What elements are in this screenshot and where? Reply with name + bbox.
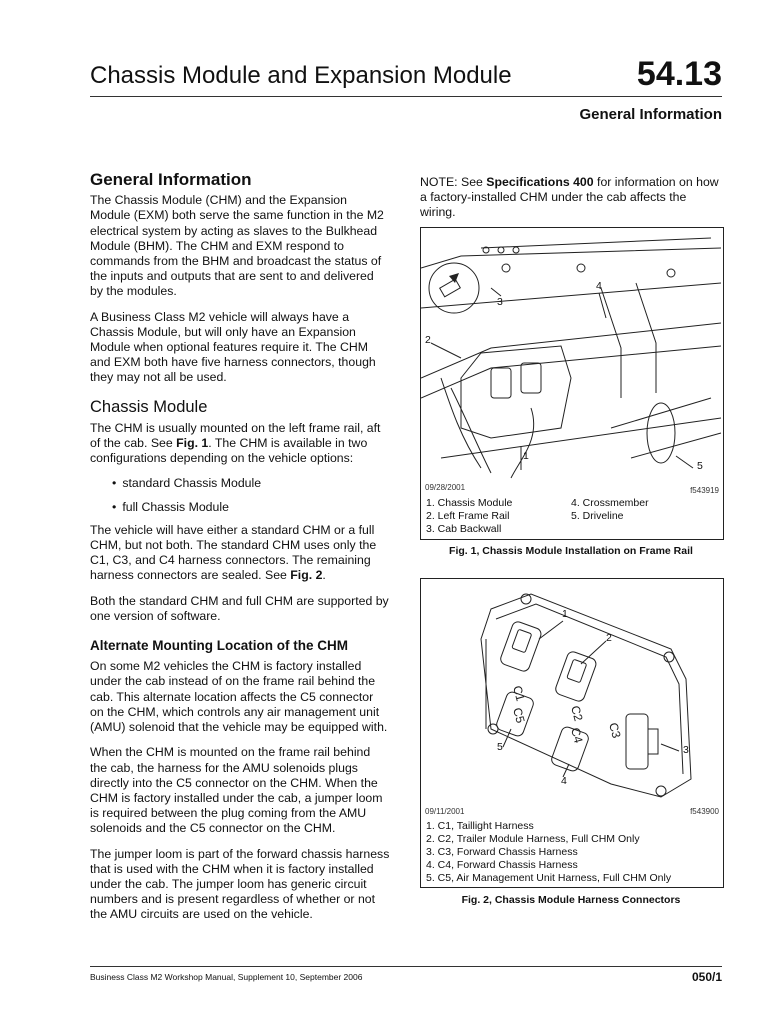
left-column <box>90 172 390 933</box>
callout-4: 4 <box>596 280 602 292</box>
callout-5: 5 <box>697 460 703 472</box>
legend-item: 5. Driveline <box>571 510 624 522</box>
paragraph-chm-mounting <box>90 421 390 467</box>
figure-1 <box>420 227 724 540</box>
note-paragraph <box>420 175 722 221</box>
harness-connectors-illustration <box>421 579 723 804</box>
figure-1-legend-left <box>426 497 576 536</box>
footer-publication: Business Class M2 Workshop Manual, Supplement 10, September 2006 <box>90 972 363 982</box>
figure-reference: Fig. 1 <box>176 436 209 451</box>
callout-5: 5 <box>497 741 503 753</box>
figure-1-caption: Fig. 1, Chassis Module Installation on Frame Rail <box>449 545 693 557</box>
paragraph-amu-harness: When the CHM is mounted on the frame rail behind the cab, the harness for the AMU solenoids plugs directly into the C5 connector on the CHM. When the CHM is factory installed under the cab, a jumper loom is required between the plug coming from the AMU solenoids and the C5 connector on the CHM. <box>90 745 383 836</box>
text-segment: The vehicle will have either a standard CHM or a full CHM, but not both. The standard CHM uses only the C1, C3, and C4 harness connectors. The remaining harness connectors are sealed. See <box>90 522 377 583</box>
text-segment: NOTE: See <box>420 175 487 189</box>
legend-item: 2. Left Frame Rail <box>426 510 510 522</box>
legend-item: 1. Chassis Module <box>426 497 513 509</box>
figure-1-legend-right <box>571 497 721 523</box>
legend-item: 4. C4, Forward Chassis Harness <box>426 859 578 871</box>
text-segment: for information on how a factory-installed CHM under the cab affects the wiring. <box>420 175 719 220</box>
heading-alternate-mounting: Alternate Mounting Location of the CHM <box>90 638 348 654</box>
connector-label-c1: C1 <box>510 684 528 703</box>
right-column-note <box>420 175 722 231</box>
legend-item: 3. Cab Backwall <box>426 523 502 535</box>
section-number: 54.13 <box>636 55 722 93</box>
paragraph-intro: The Chassis Module (CHM) and the Expansion Module (EXM) both serve the same function in the M2 electrical system by acting as slaves to the Bulkhead Module (BHM). The CHM and EXM respond to commands from the BHM and broadcast the status of the inputs and outputs that are sent to and delivered by the modules. <box>90 193 384 299</box>
footer-divider <box>90 966 722 967</box>
configuration-list <box>90 476 390 514</box>
figure-2 <box>420 578 724 888</box>
text-segment: . The CHM is available in two configurations depending on the vehicle options: <box>90 436 368 466</box>
paragraph-vehicle-modules: A Business Class M2 vehicle will always have a Chassis Module, but will only have an Expansion Module when optional features require it. The CHM and EXM both have five harness connectors, though they may not all be used. <box>90 309 376 385</box>
figure-date: 09/11/2001 <box>425 807 465 816</box>
connector-label-c5: C5 <box>510 706 528 725</box>
figure-2-caption: Fig. 2, Chassis Module Harness Connectors <box>461 894 681 906</box>
callout-2: 2 <box>425 334 431 346</box>
connector-label-c3: C3 <box>606 721 624 740</box>
legend-item: 1. C1, Taillight Harness <box>426 820 534 832</box>
page-title: Chassis Module and Expansion Module <box>90 62 512 89</box>
page-number: 050/1 <box>691 970 722 984</box>
specification-reference: Specifications 400 <box>486 175 594 189</box>
figure-id: f543919 <box>690 486 719 495</box>
figure-id: f543900 <box>690 807 719 816</box>
text-segment: The CHM is usually mounted on the left frame rail, aft of the cab. See <box>90 420 381 451</box>
list-item: • standard Chassis Module <box>112 476 390 491</box>
paragraph-jumper-loom: The jumper loom is part of the forward chassis harness that is used with the CHM when it is factory installed under the cab. The jumper loom has generic circuit numbers and is present regardless of whether or not the AMU circuits are used on the vehicle. <box>90 846 390 922</box>
callout-4: 4 <box>561 775 567 787</box>
figure-reference: Fig. 2 <box>290 568 323 583</box>
legend-item: 5. C5, Air Management Unit Harness, Full CHM Only <box>426 872 672 884</box>
heading-general-information: General Information <box>90 170 252 189</box>
figure-date: 09/28/2001 <box>425 483 466 492</box>
list-item: • full Chassis Module <box>112 500 390 515</box>
figure-2-legend <box>426 820 721 885</box>
paragraph-software: Both the standard CHM and full CHM are supported by one version of software. <box>90 593 389 623</box>
chassis-module-installation-illustration <box>421 228 723 483</box>
connector-label-c2: C2 <box>568 704 586 723</box>
paragraph-alternate-location: On some M2 vehicles the CHM is factory installed under the cab instead of on the frame rail behind the cab. This alternate location affects the C5 connector on the CHM, which controls any air management unit (AMU) solenoid that the vehicle may be equipped with. <box>90 659 388 735</box>
legend-item: 4. Crossmember <box>571 497 649 509</box>
page-subtitle: General Information <box>579 106 722 123</box>
heading-chassis-module: Chassis Module <box>90 397 208 416</box>
header-divider <box>90 96 722 97</box>
callout-2: 2 <box>606 632 612 644</box>
connector-label-c4: C4 <box>568 726 586 745</box>
legend-item: 3. C3, Forward Chassis Harness <box>426 846 578 858</box>
legend-item: 2. C2, Trailer Module Harness, Full CHM Only <box>426 833 640 845</box>
callout-1: 1 <box>523 450 529 462</box>
callout-3: 3 <box>497 296 503 308</box>
callout-1: 1 <box>562 608 568 620</box>
paragraph-standard-vs-full <box>90 523 390 584</box>
text-segment: . <box>322 568 326 583</box>
callout-3: 3 <box>683 744 689 756</box>
